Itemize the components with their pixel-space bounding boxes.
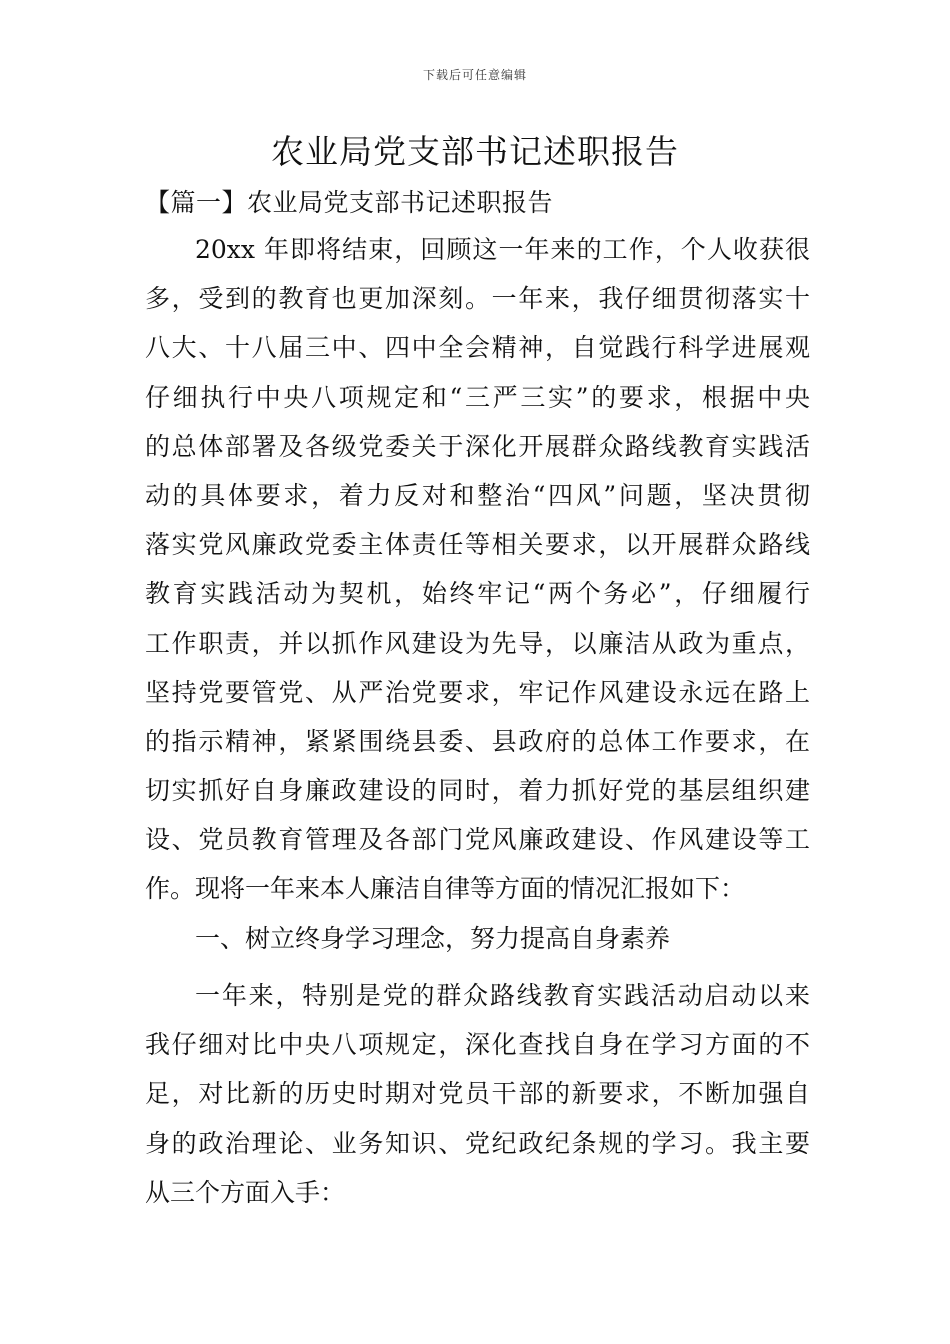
paragraph-2 [145,971,810,1217]
paragraph-line: 落实党风廉政党委主体责任等相关要求，以开展群众路线 [145,530,810,560]
paragraph-line: 我仔细对比中央八项规定，深化查找自身在学习方面的不 [145,1030,810,1060]
paragraph-line: 工作职责，并以抓作风建设为先导，以廉洁从政为重点， [145,628,810,658]
paragraph-line: 坚持党要管党、从严治党要求，牢记作风建设永远在路上 [145,677,810,707]
paragraph-line: 足，对比新的历史时期对党员干部的新要求，不断加强自 [145,1079,810,1109]
paragraph-line: 20xx 年即将结束，回顾这一年来的工作，个人收获很 [195,235,810,264]
paragraph-1 [145,225,810,914]
paragraph-line: 仔细执行中央八项规定和“三严三实”的要求，根据中央 [145,382,810,412]
subheading-1: 一、树立终身学习理念，努力提高自身素养 [195,924,671,953]
paragraph-line: 八大、十八届三中、四中全会精神，自觉践行科学进展观 [145,333,810,363]
section-heading: 【篇一】农业局党支部书记述职报告 [145,188,554,217]
paragraph-line: 设、党员教育管理及各部门党风廉政建设、作风建设等工 [145,825,810,855]
header-note: 下载后可任意编辑 [422,68,527,82]
document-title: 农业局党支部书记述职报告 [271,132,679,171]
paragraph-line: 教育实践活动为契机，始终牢记“两个务必”，仔细履行 [145,579,810,609]
paragraph-line: 动的具体要求，着力反对和整治“四风”问题，坚决贯彻 [145,480,810,510]
paragraph-line: 身的政治理论、业务知识、党纪政纪条规的学习。我主要 [145,1128,810,1158]
paragraph-line: 的总体部署及各级党委关于深化开展群众路线教育实践活 [145,431,810,461]
paragraph-line: 切实抓好自身廉政建设的同时，着力抓好党的基层组织建 [145,776,810,806]
paragraph-line: 一年来，特别是党的群众路线教育实践活动启动以来 [195,981,810,1010]
paragraph-line: 从三个方面入手： [145,1177,346,1207]
paragraph-line: 多，受到的教育也更加深刻。一年来，我仔细贯彻落实十 [145,284,810,314]
paragraph-line: 作。现将一年来本人廉洁自律等方面的情况汇报如下： [145,874,746,904]
paragraph-line: 的指示精神，紧紧围绕县委、县政府的总体工作要求，在 [145,726,810,756]
subheading-1-block [145,914,810,963]
